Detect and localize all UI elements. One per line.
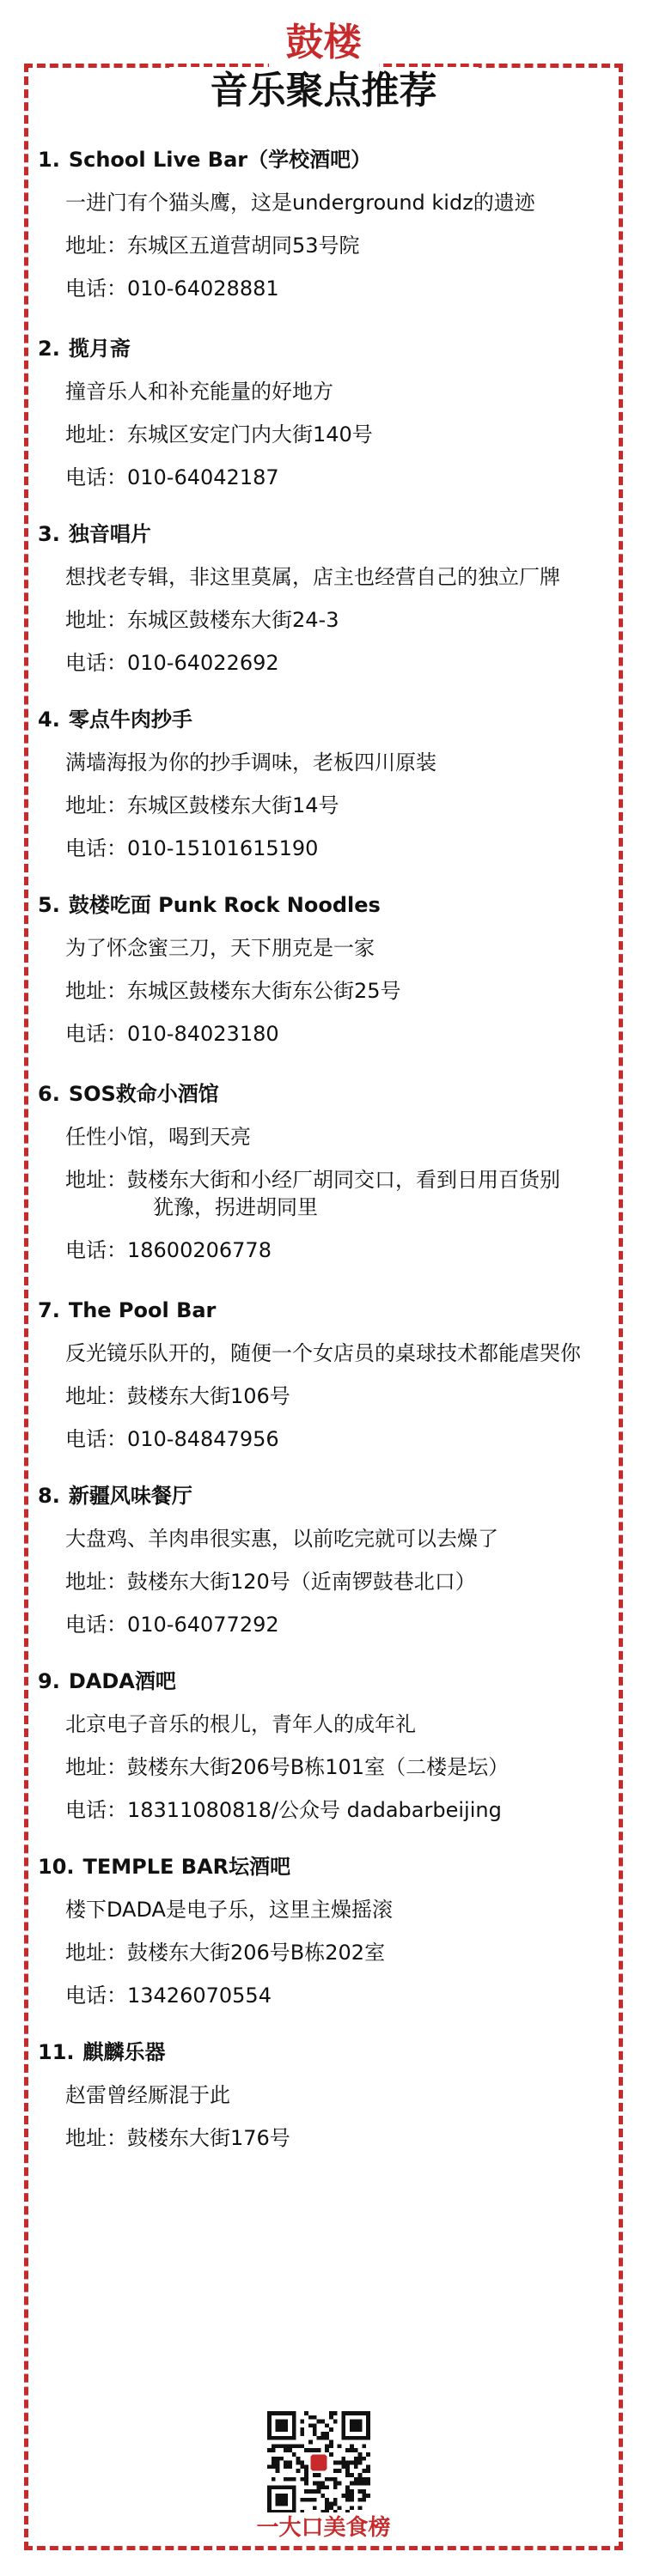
venue-address: 地址：鼓楼东大街176号 <box>65 2126 290 2150</box>
venue-title <box>38 1080 605 1108</box>
venue-title <box>38 146 605 173</box>
footer <box>0 2512 647 2543</box>
page-title: 音乐聚点推荐 <box>169 67 479 115</box>
qr-code-icon <box>267 2411 370 2514</box>
venue-address: 地址：东城区安定门内大街140号 <box>65 422 373 447</box>
venue-number: 10. <box>38 1855 75 1879</box>
venue-name: DADA酒吧 <box>68 1669 176 1693</box>
venue-desc: 一进门有个猫头鹰，这是underground kidz的遗迹 <box>65 191 535 215</box>
venue-phone: 电话：010-64028881 <box>65 276 279 301</box>
venue-name: 鼓楼吃面 Punk Rock Noodles <box>68 893 381 917</box>
venue-title <box>38 1482 605 1510</box>
venue-desc: 想找老专辑，非这里莫属，店主也经营自己的独立厂牌 <box>65 565 560 589</box>
venue-phone: 电话：010-64042187 <box>65 465 279 489</box>
venue-address: 地址：鼓楼东大街206号B栋202室 <box>65 1941 386 1965</box>
venue-number: 6. <box>38 1082 60 1106</box>
venue-name: The Pool Bar <box>68 1298 217 1322</box>
list-item <box>38 1668 605 1824</box>
venue-phone: 电话：010-84023180 <box>65 1022 279 1046</box>
venue-name: 独音唱片 <box>68 522 151 546</box>
list-item <box>38 335 605 491</box>
venue-title <box>38 891 605 919</box>
venue-title <box>38 1853 605 1880</box>
list-item <box>38 1080 605 1264</box>
venue-address: 地址：鼓楼东大街206号B栋101室（二楼是坛） <box>65 1755 510 1779</box>
venue-desc: 反光镜乐队开的，随便一个女店员的桌球技术都能虐哭你 <box>65 1341 581 1365</box>
header-district: 鼓楼 <box>269 19 379 67</box>
venue-title <box>38 520 605 548</box>
venue-address-continued: 犹豫，拐进胡同里 <box>153 1195 318 1219</box>
venue-name: 零点牛肉抄手 <box>68 708 192 732</box>
venue-address: 地址：鼓楼东大街120号（近南锣鼓巷北口） <box>65 1570 476 1594</box>
venue-desc: 为了怀念蜜三刀，天下朋克是一家 <box>65 936 375 960</box>
brand-label: 一大口美食榜 <box>242 2512 404 2543</box>
venue-number: 7. <box>38 1298 60 1322</box>
venue-name: 麒麟乐器 <box>82 2040 166 2064</box>
venue-title <box>38 1297 605 1324</box>
venue-title <box>38 335 605 362</box>
header <box>0 19 647 115</box>
venue-name: TEMPLE BAR坛酒吧 <box>82 1855 291 1879</box>
venue-desc: 任性小馆，喝到天亮 <box>65 1125 251 1149</box>
list-item <box>38 146 605 302</box>
venue-name: School Live Bar（学校酒吧） <box>68 148 372 172</box>
list-item <box>38 1853 605 2009</box>
list-item <box>38 706 605 862</box>
venue-phone: 电话：010-15101615190 <box>65 836 319 860</box>
venue-phone: 电话：18600206778 <box>65 1238 272 1262</box>
venue-number: 11. <box>38 2040 75 2064</box>
venue-name: 新疆风味餐厅 <box>68 1484 192 1508</box>
venue-desc: 赵雷曾经厮混于此 <box>65 2083 230 2107</box>
venue-address: 地址：鼓楼东大街和小经厂胡同交口，看到日用百货别 <box>65 1168 560 1192</box>
venue-number: 3. <box>38 522 60 546</box>
venue-desc: 满墙海报为你的抄手调味，老板四川原装 <box>65 750 436 775</box>
venue-name: 揽月斋 <box>68 337 131 361</box>
list-item <box>38 520 605 677</box>
list-item <box>38 891 605 1048</box>
venue-number: 9. <box>38 1669 60 1693</box>
venue-phone: 电话：010-64077292 <box>65 1613 279 1637</box>
venue-desc: 撞音乐人和补充能量的好地方 <box>65 380 333 404</box>
venue-address: 地址：东城区鼓楼东大街东公街25号 <box>65 979 401 1003</box>
venue-phone: 电话：13426070554 <box>65 1984 272 2008</box>
venue-number: 5. <box>38 893 60 917</box>
venue-number: 8. <box>38 1484 60 1508</box>
venue-list <box>38 137 605 2152</box>
venue-desc: 北京电子音乐的根儿，青年人的成年礼 <box>65 1712 416 1736</box>
list-item <box>38 1297 605 1453</box>
venue-address: 地址：东城区鼓楼东大街14号 <box>65 793 339 817</box>
venue-number: 1. <box>38 148 60 172</box>
venue-title <box>38 2038 605 2066</box>
venue-number: 2. <box>38 337 60 361</box>
venue-desc: 楼下DADA是电子乐，这里主燥摇滚 <box>65 1898 393 1922</box>
list-item <box>38 2038 605 2152</box>
venue-address: 地址：东城区鼓楼东大街24-3 <box>65 608 339 632</box>
list-item <box>38 1482 605 1638</box>
venue-desc: 大盘鸡、羊肉串很实惠，以前吃完就可以去燥了 <box>65 1527 498 1551</box>
venue-title <box>38 1668 605 1695</box>
venue-number: 4. <box>38 708 60 732</box>
venue-phone: 电话：010-84847956 <box>65 1427 279 1451</box>
venue-address: 地址：东城区五道营胡同53号院 <box>65 234 360 258</box>
venue-name: SOS救命小酒馆 <box>68 1082 219 1106</box>
venue-phone: 电话：18311080818/公众号 dadabarbeijing <box>65 1798 502 1822</box>
venue-phone: 电话：010-64022692 <box>65 651 279 675</box>
venue-address: 地址：鼓楼东大街106号 <box>65 1384 290 1408</box>
venue-title <box>38 706 605 733</box>
